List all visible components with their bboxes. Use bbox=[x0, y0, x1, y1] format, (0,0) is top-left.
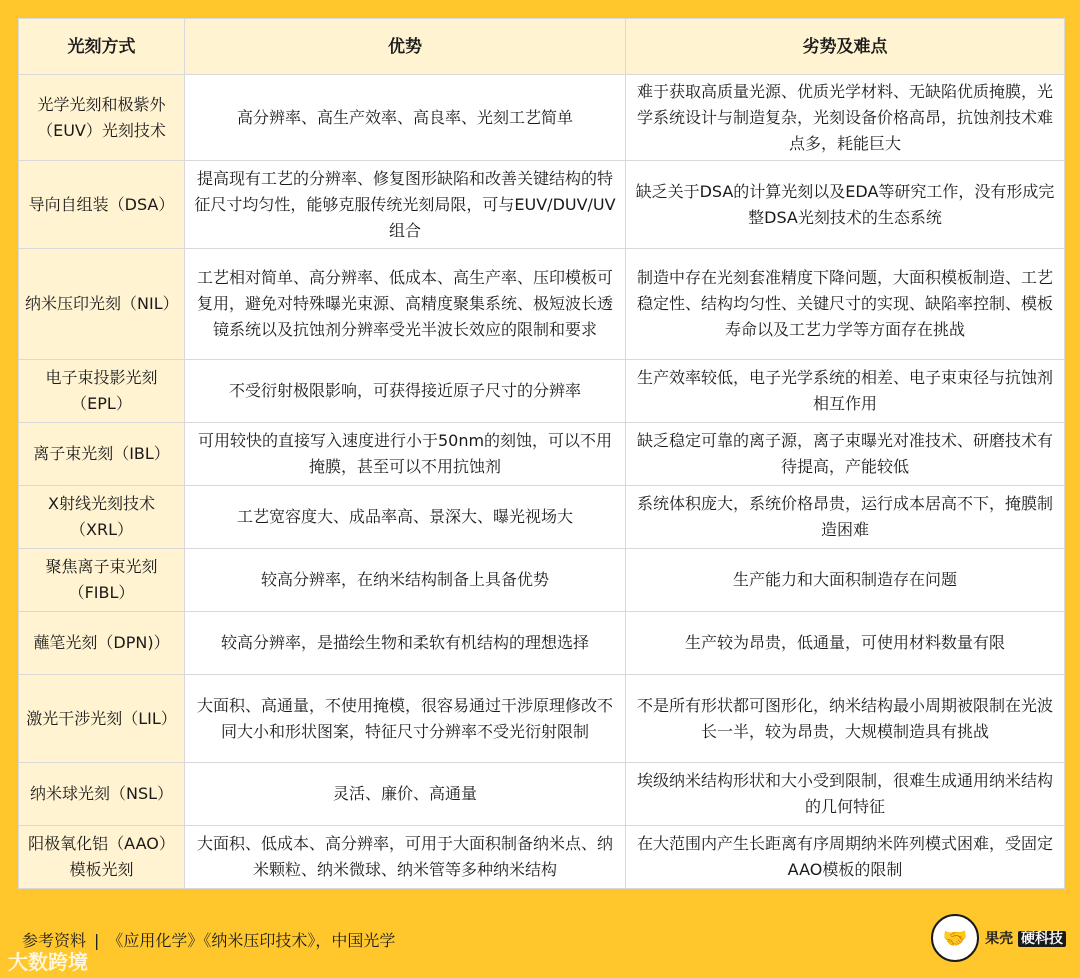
handshake-icon: 🤝 bbox=[931, 914, 979, 962]
table-row bbox=[19, 75, 1065, 161]
table-header-row bbox=[19, 19, 1065, 75]
cell-pros: 可用较快的直接写入速度进行小于50nm的刻蚀，可以不用掩膜，甚至可以不用抗蚀剂 bbox=[185, 423, 626, 486]
brand-name-a: 果壳 bbox=[985, 931, 1014, 947]
table-row bbox=[19, 675, 1065, 763]
table-row bbox=[19, 423, 1065, 486]
cell-cons: 难于获取高质量光源、优质光学材料、无缺陷优质掩膜，光学系统设计与制造复杂，光刻设备价格高昂，抗蚀剂技术难点多，耗能巨大 bbox=[626, 75, 1065, 161]
table-row bbox=[19, 486, 1065, 549]
table-row bbox=[19, 161, 1065, 249]
table-row bbox=[19, 763, 1065, 826]
cell-cons: 在大范围内产生长距离有序周期纳米阵列模式困难，受固定AAO模板的限制 bbox=[626, 826, 1065, 889]
table-row bbox=[19, 612, 1065, 675]
cell-method: X射线光刻技术（XRL） bbox=[19, 486, 185, 549]
cell-method: 导向自组装（DSA） bbox=[19, 161, 185, 249]
lithography-comparison-table bbox=[18, 18, 1065, 889]
separator: | bbox=[94, 931, 100, 950]
cell-cons: 生产能力和大面积制造存在问题 bbox=[626, 549, 1065, 612]
table-row bbox=[19, 249, 1065, 360]
cell-method: 光学光刻和极紫外（EUV）光刻技术 bbox=[19, 75, 185, 161]
header-cons: 劣势及难点 bbox=[626, 19, 1065, 75]
cell-pros: 大面积、高通量，不使用掩模，很容易通过干涉原理修改不同大小和形状图案，特征尺寸分辨率不受光衍射限制 bbox=[185, 675, 626, 763]
cell-pros: 提高现有工艺的分辨率、修复图形缺陷和改善关键结构的特征尺寸均匀性，能够克服传统光刻局限，可与EUV/DUV/UV组合 bbox=[185, 161, 626, 249]
cell-pros: 工艺相对简单、高分辨率、低成本、高生产率、压印模板可复用，避免对特殊曝光束源、高精度聚集系统、极短波长透镜系统以及抗蚀剂分辨率受光半波长效应的限制和要求 bbox=[185, 249, 626, 360]
cell-pros: 工艺宽容度大、成品率高、景深大、曝光视场大 bbox=[185, 486, 626, 549]
cell-pros: 较高分辨率，是描绘生物和柔软有机结构的理想选择 bbox=[185, 612, 626, 675]
cell-cons: 埃级纳米结构形状和大小受到限制，很难生成通用纳米结构的几何特征 bbox=[626, 763, 1065, 826]
header-method: 光刻方式 bbox=[19, 19, 185, 75]
cell-cons: 不是所有形状都可图形化，纳米结构最小周期被限制在光波长一半，较为昂贵，大规模制造具有挑战 bbox=[626, 675, 1065, 763]
cell-method: 离子束光刻（IBL） bbox=[19, 423, 185, 486]
cell-method: 蘸笔光刻（DPN)） bbox=[19, 612, 185, 675]
cell-pros: 不受衍射极限影响，可获得接近原子尺寸的分辨率 bbox=[185, 360, 626, 423]
cell-cons: 缺乏稳定可靠的离子源，离子束曝光对准技术、研磨技术有待提高，产能较低 bbox=[626, 423, 1065, 486]
table-row bbox=[19, 549, 1065, 612]
cell-pros: 灵活、廉价、高通量 bbox=[185, 763, 626, 826]
brand-name-b: 硬科技 bbox=[1018, 931, 1066, 947]
table-row bbox=[19, 360, 1065, 423]
cell-pros: 大面积、低成本、高分辨率，可用于大面积制备纳米点、纳米颗粒、纳米微球、纳米管等多种纳米结构 bbox=[185, 826, 626, 889]
cell-cons: 制造中存在光刻套准精度下降问题，大面积模板制造、工艺稳定性、结构均匀性、关键尺寸的实现、缺陷率控制、模板寿命以及工艺力学等方面存在挑战 bbox=[626, 249, 1065, 360]
table-row bbox=[19, 826, 1065, 889]
cell-method: 电子束投影光刻（EPL） bbox=[19, 360, 185, 423]
cell-pros: 较高分辨率，在纳米结构制备上具备优势 bbox=[185, 549, 626, 612]
comparison-table-container bbox=[18, 18, 1064, 889]
cell-cons: 缺乏关于DSA的计算光刻以及EDA等研究工作，没有形成完整DSA光刻技术的生态系统 bbox=[626, 161, 1065, 249]
header-pros: 优势 bbox=[185, 19, 626, 75]
cell-cons: 生产效率较低，电子光学系统的相差、电子束束径与抗蚀剂相互作用 bbox=[626, 360, 1065, 423]
brand-badge bbox=[931, 914, 1066, 962]
cell-method: 纳米压印光刻（NIL） bbox=[19, 249, 185, 360]
reference-sources: 《应用化学》《纳米压印技术》，中国光学 bbox=[107, 931, 396, 950]
cell-cons: 生产较为昂贵，低通量，可使用材料数量有限 bbox=[626, 612, 1065, 675]
cell-method: 激光干涉光刻（LIL） bbox=[19, 675, 185, 763]
brand-name bbox=[985, 928, 1066, 948]
cell-pros: 高分辨率、高生产效率、高良率、光刻工艺简单 bbox=[185, 75, 626, 161]
reference-label: 参考资料 bbox=[22, 931, 87, 950]
watermark: 大数跨境 bbox=[8, 950, 88, 974]
cell-method: 纳米球光刻（NSL） bbox=[19, 763, 185, 826]
cell-method: 阳极氧化铝（AAO）模板光刻 bbox=[19, 826, 185, 889]
cell-method: 聚焦离子束光刻（FIBL） bbox=[19, 549, 185, 612]
cell-cons: 系统体积庞大，系统价格昂贵，运行成本居高不下，掩膜制造困难 bbox=[626, 486, 1065, 549]
